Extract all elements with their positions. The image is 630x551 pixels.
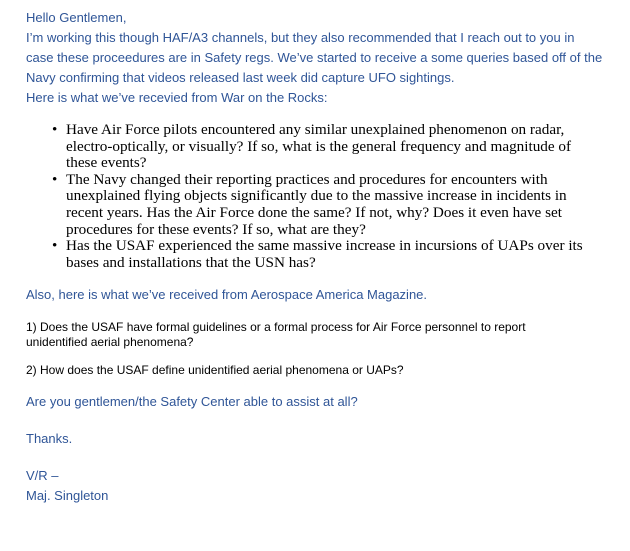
thanks-line: Thanks. (26, 431, 73, 447)
intro-line-3: Navy confirming that videos released last week did capture UFO sightings. (26, 70, 455, 85)
aerospace-question-2 (26, 363, 624, 378)
question-line: recent years. Has the Air Force done the same? If not, why? Does it even have set (66, 203, 562, 221)
aerospace-intro: Also, here is what we’ve received from Aerospace America Magazine. (26, 287, 428, 303)
intro-line-1: I’m working this though HAF/A3 channels, but they also recommended that I reach out to you in (26, 30, 575, 45)
list-item (52, 237, 624, 271)
question-line: 2) How does the USAF define unidentified aerial phenomena or UAPs? (26, 363, 404, 378)
intro-line-4: Here is what we’ve recevied from War on the Rocks: (26, 90, 328, 105)
question-line: electro-optically, or visually? If so, what is the general frequency and magnitude of (66, 137, 572, 155)
email-body (26, 8, 624, 506)
bullet-icon: • (52, 237, 58, 255)
war-on-rocks-questions (26, 122, 624, 271)
bullet-icon: • (52, 170, 58, 188)
list-item (52, 170, 624, 238)
question-line: bases and installations that the USN has? (66, 253, 316, 271)
bullet-icon: • (52, 121, 58, 138)
signature: Maj. Singleton (26, 488, 109, 504)
question-line: unidentified aerial phenomena? (26, 335, 194, 350)
question-line: Have Air Force pilots encountered any similar unexplained phenomenon on radar, (66, 121, 565, 138)
question-line: unexplained flying objects significantly due to the massive increase in incidents in (66, 187, 567, 205)
intro-line-2: case these proceedures are in Safety regs. We’ve started to receive a some queries based off of the (26, 50, 603, 65)
question-line: these events? (66, 154, 147, 172)
assist-question: Are you gentlemen/the Safety Center able to assist at all? (26, 394, 358, 410)
greeting: Hello Gentlemen, (26, 10, 127, 25)
list-item (52, 121, 624, 172)
question-line: Has the USAF experienced the same massive increase in incursions of UAPs over its (66, 237, 583, 255)
aerospace-question-1 (26, 320, 624, 350)
signoff: V/R – (26, 468, 59, 484)
question-line: 1) Does the USAF have formal guidelines or a formal process for Air Force personnel to report (26, 320, 526, 335)
question-line: The Navy changed their reporting practices and procedures for encounters with (66, 170, 548, 188)
question-line: procedures for these events? If so, what are they? (66, 220, 366, 238)
